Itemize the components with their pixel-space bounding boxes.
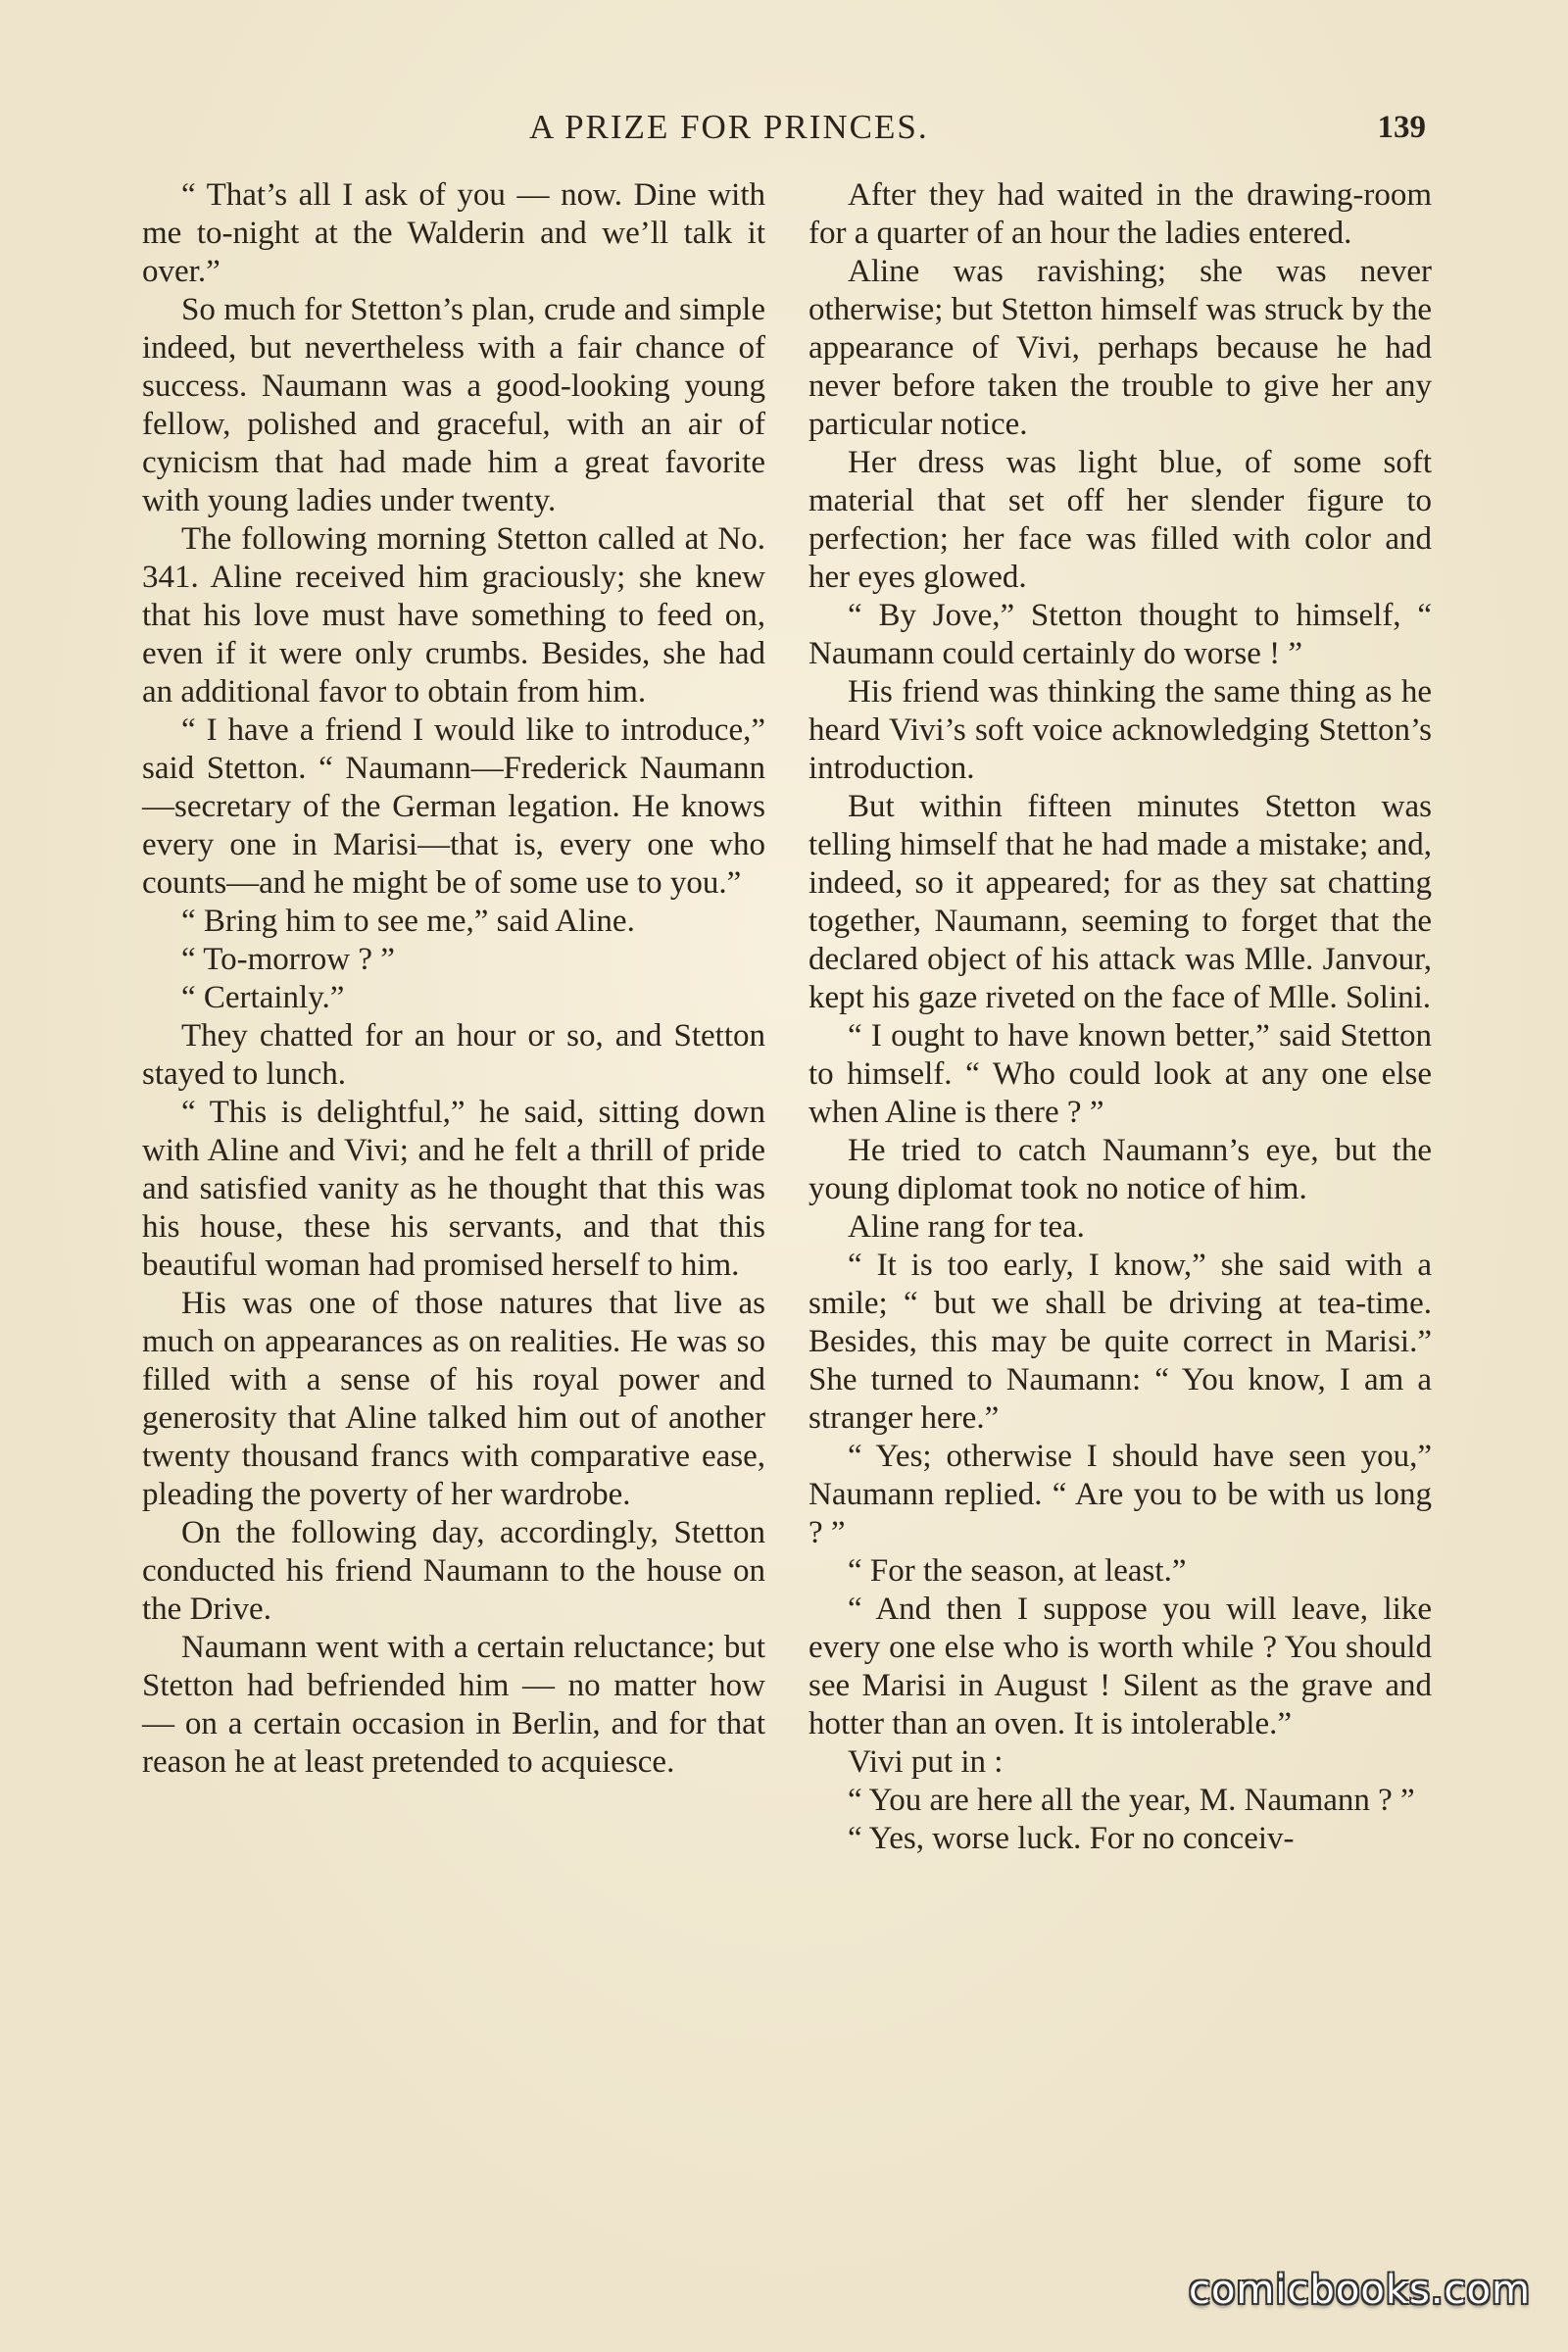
paragraph: “ It is too early, I know,” she said with a smile; “ but we shall be driving at tea-time. Besides, this may be quite correct in Marisi.” She turned to Naumann: “ You know, I am a stranger here.” xyxy=(808,1248,1432,1436)
watermark-logo: comicbooks.com xyxy=(1188,2268,1531,2313)
paragraph: Aline was ravishing; she was never otherwise; but Stetton himself was struck by the appearance of Vivi, perhaps because he had never before taken the trouble to give her any particular notice. xyxy=(808,254,1432,442)
paragraph: So much for Stetton’s plan, crude and simple indeed, but nevertheless with a fair chance of success. Naumann was a good-looking young fellow, polished and graceful, with an air of cynicism that had made him a great favorite with young ladies under twenty. xyxy=(142,292,765,518)
paragraph: Her dress was light blue, of some soft material that set off her slender figure to perfection; her face was filled with color and her eyes glowed. xyxy=(808,445,1432,595)
paragraph: His friend was thinking the same thing as he heard Vivi’s soft voice acknowledging Stetton’s introduction. xyxy=(808,674,1432,786)
paragraph: The following morning Stetton called at No. 341. Aline received him graciously; she knew that his love must have something to feed on, even if it were only crumbs. Besides, she had an additional favor to obtain from him. xyxy=(142,521,765,710)
paragraph: “ That’s all I ask of you — now. Dine with me to-night at the Walderin and we’ll talk it over.” xyxy=(142,177,765,289)
paragraph: “ Yes, worse luck. For no conceiv- xyxy=(848,1821,1295,1856)
paragraph: Naumann went with a certain reluctance; but Stetton had befriended him — no matter how — on a certain occasion in Berlin, and for that reason he at least pretended to acquiesce. xyxy=(142,1630,765,1780)
page-number: 139 xyxy=(1377,110,1426,145)
paragraph: “ Certainly.” xyxy=(181,980,345,1015)
paragraph: Vivi put in : xyxy=(848,1744,1004,1780)
right-column xyxy=(808,176,1432,1858)
paragraph: “ I ought to have known better,” said Stetton to himself. “ Who could look at any one else when Aline is there ? ” xyxy=(808,1018,1432,1130)
paragraph: After they had waited in the drawing-room for a quarter of an hour the ladies entered. xyxy=(808,177,1432,251)
paragraph: “ You are here all the year, M. Naumann ? ” xyxy=(848,1783,1415,1818)
paragraph: “ To-morrow ? ” xyxy=(181,942,395,977)
paragraph: On the following day, accordingly, Stetton conducted his friend Naumann to the house on the Drive. xyxy=(142,1515,765,1627)
paragraph: “ Bring him to see me,” said Aline. xyxy=(181,904,635,939)
paragraph: “ Yes; otherwise I should have seen you,” Naumann replied. “ Are you to be with us long ? ” xyxy=(808,1439,1432,1550)
paragraph: “ By Jove,” Stetton thought to himself, “ Naumann could certainly do worse ! ” xyxy=(808,598,1432,671)
paragraph: “ This is delightful,” he said, sitting down with Aline and Vivi; and he felt a thrill of pride and satisfied vanity as he thought that this was his house, these his servants, and that this beautiful woman had promised herself to him. xyxy=(142,1095,765,1283)
running-title: A PRIZE FOR PRINCES. xyxy=(529,108,929,146)
paragraph: “ I have a friend I would like to introduce,” said Stetton. “ Naumann—Frederick Naumann—secretary of the German legation. He knows every one in Marisi—that is, every one who counts—and he might be of some use to you.” xyxy=(142,712,765,901)
paragraph: They chatted for an hour or so, and Stetton stayed to lunch. xyxy=(142,1018,765,1092)
running-header xyxy=(0,98,1568,157)
paragraph: He tried to catch Naumann’s eye, but the young diplomat took no notice of him. xyxy=(808,1133,1432,1206)
paragraph: His was one of those natures that live as much on appearances as on realities. He was so filled with a sense of his royal power and generosity that Aline talked him out of another twenty thousand francs with comparative ease, pleading the poverty of her wardrobe. xyxy=(142,1286,765,1512)
paragraph: But within fifteen minutes Stetton was telling himself that he had made a mistake; and, indeed, so it appeared; for as they sat chatting together, Naumann, seeming to forget that the declared object of his attack was Mlle. Janvour, kept his gaze riveted on the face of Mlle. Solini. xyxy=(808,789,1432,1015)
left-column xyxy=(142,176,765,1782)
paragraph: “ And then I suppose you will leave, like every one else who is worth while ? You should see Marisi in August ! Silent as the grave and hotter than an oven. It is intolerable.” xyxy=(808,1592,1432,1741)
paragraph: Aline rang for tea. xyxy=(848,1209,1085,1245)
paragraph: “ For the season, at least.” xyxy=(848,1553,1187,1589)
